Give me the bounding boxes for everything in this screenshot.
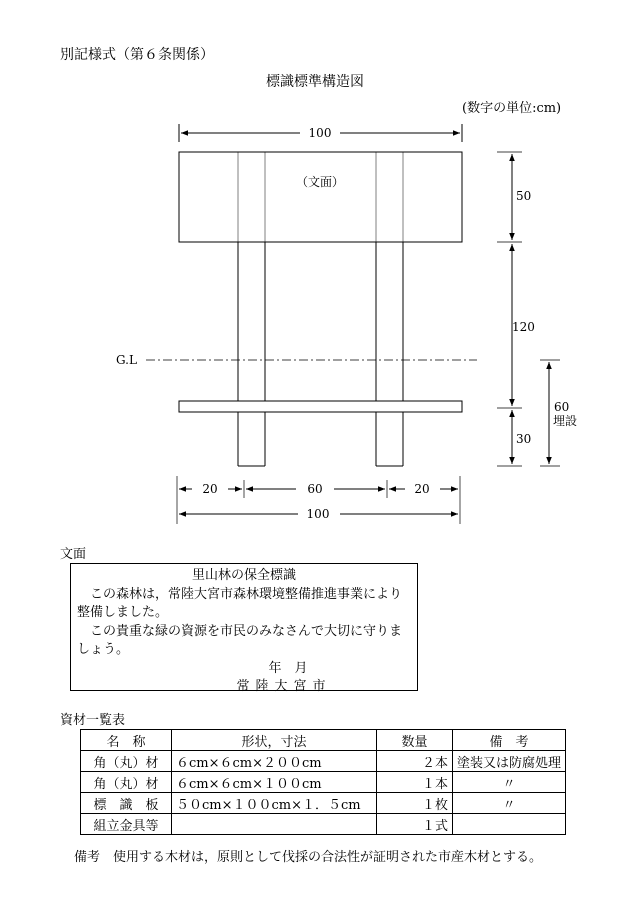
cell-shape [172, 814, 377, 835]
cell-name: 組立金具等 [81, 814, 172, 835]
page-title: 標識標準構造図 [266, 74, 364, 90]
table-row [81, 814, 566, 835]
dim-30: 30 [516, 432, 532, 446]
notice-line-2: この貴重な緑の資源を市民のみなさんで大切に守りましょう。 [77, 623, 403, 657]
cell-name: 標 識 板 [81, 793, 172, 814]
cross-bar [179, 401, 462, 412]
dim-bottom-left: 20 [202, 482, 218, 496]
cell-quantity: １本 [377, 772, 453, 793]
cell-remarks [453, 814, 566, 835]
header-remarks: 備 考 [453, 730, 566, 751]
cell-shape: ６cm×６cm×１００cm [172, 772, 377, 793]
gl-label: G.L [116, 353, 137, 367]
cell-name: 角（丸）材 [81, 751, 172, 772]
dim-bottom-total: 100 [306, 507, 330, 521]
sign-board [179, 152, 462, 242]
cell-remarks: 塗装又は防腐処理 [453, 751, 566, 772]
table-header-row [81, 730, 566, 751]
notice-box [70, 563, 418, 694]
face-label: （文面） [295, 175, 345, 189]
cell-shape: ５０cm×１００cm×１．５cm [172, 793, 377, 814]
remark-note: 備考 使用する木材は，原則として伐採の合法性が証明された市産木材とする。 [74, 850, 543, 865]
dim-bottom-mid: 60 [307, 482, 323, 496]
dim-120: 120 [512, 320, 535, 334]
cell-remarks: 〃 [453, 772, 566, 793]
unit-note: (数字の単位:cm) [462, 101, 562, 116]
cell-remarks: 〃 [453, 793, 566, 814]
embed-label: 埋設 [553, 414, 578, 428]
cell-quantity: ２本 [377, 751, 453, 772]
table-row [81, 793, 566, 814]
table-row [81, 772, 566, 793]
header-shape: 形状，寸法 [172, 730, 377, 751]
dim-bottom-right: 20 [414, 482, 430, 496]
notice-city: 常陸大宮市 [236, 679, 332, 694]
dim-top-width: 100 [308, 126, 332, 140]
materials-section-label: 資材一覧表 [60, 713, 126, 728]
table-row [81, 751, 566, 772]
dim-60: 60 [554, 400, 570, 414]
notice-title: 里山林の保全標識 [191, 568, 296, 583]
form-label: 別記様式（第６条関係） [60, 47, 214, 63]
cell-quantity: １枚 [377, 793, 453, 814]
cell-quantity: １式 [377, 814, 453, 835]
dim-50: 50 [516, 189, 532, 203]
notice-year-month: 年 月 [268, 660, 308, 676]
cell-shape: ６cm×６cm×２００cm [172, 751, 377, 772]
header-quantity: 数量 [377, 730, 453, 751]
notice-line-1: この森林は，常陸大宮市森林環境整備推進事業により整備しました。 [77, 586, 403, 620]
cell-name: 角（丸）材 [81, 772, 172, 793]
header-name: 名 称 [81, 730, 172, 751]
notice-section-label: 文面 [60, 547, 87, 562]
materials-table [80, 729, 566, 835]
